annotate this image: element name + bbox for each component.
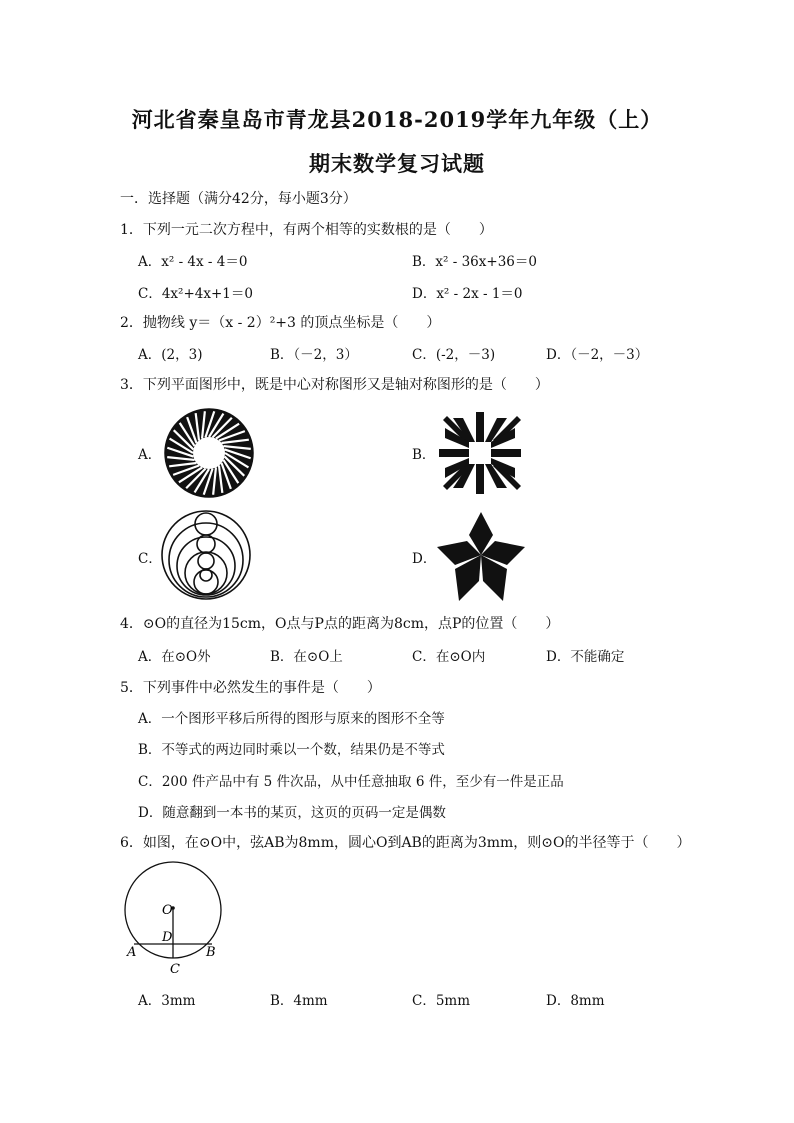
figure-c-nested-circles <box>160 509 252 601</box>
q2-option-c: C．(-2，－3) <box>412 347 496 363</box>
q5-option-a: A．一个图形平移后所得的图形与原来的图形不全等 <box>138 711 445 727</box>
q4-option-c: C．在⊙O内 <box>412 649 486 665</box>
q1-option-a: A．x² - 4x - 4＝0 <box>138 254 248 270</box>
question-5-stem: 5．下列事件中必然发生的事件是（ ） <box>120 680 381 696</box>
q6-option-a: A．3mm <box>138 993 196 1009</box>
figure-q6-circle-chord <box>118 858 230 980</box>
q1-option-b: B．x² - 36x+36＝0 <box>412 254 537 270</box>
question-3-stem: 3．下列平面图形中，既是中心对称图形又是轴对称图形的是（ ） <box>120 377 549 393</box>
q3-option-c: C． <box>138 551 162 567</box>
q5-option-c: C．200 件产品中有 5 件次品，从中任意抽取 6 件，至少有一件是正品 <box>138 774 564 790</box>
figure-d-rhombus-star <box>433 509 529 605</box>
q6-option-d: D．8mm <box>546 993 605 1009</box>
label-d: D <box>162 930 173 945</box>
q2-option-a: A．(2，3) <box>138 347 203 363</box>
page-subtitle: 期末数学复习试题 <box>309 151 485 176</box>
question-2-stem: 2．抛物线 y＝（x - 2）²+3 的顶点坐标是（ ） <box>120 315 441 331</box>
q4-option-b: B．在⊙O上 <box>270 649 343 665</box>
q4-option-a: A．在⊙O外 <box>138 649 211 665</box>
question-6-stem: 6．如图，在⊙O中，弦AB为8mm，圆心O到AB的距离为3mm，则⊙O的半径等于（ ） <box>120 835 691 851</box>
q5-option-d: D．随意翻到一本书的某页，这页的页码一定是偶数 <box>138 805 446 821</box>
figure-b-snowflake <box>437 410 523 496</box>
q1-option-d: D．x² - 2x - 1＝0 <box>412 286 523 302</box>
q3-option-d: D． <box>412 551 437 567</box>
label-b: B <box>206 945 216 960</box>
q6-option-b: B．4mm <box>270 993 328 1009</box>
label-o: O <box>162 903 173 918</box>
q1-option-c: C．4x²+4x+1＝0 <box>138 286 253 302</box>
page-title: 河北省秦皇岛市青龙县2018-2019学年九年级（上） <box>131 107 663 132</box>
question-1-stem: 1．下列一元二次方程中，有两个相等的实数根的是（ ） <box>120 222 493 238</box>
figure-a-sunburst <box>163 407 255 499</box>
label-a: A <box>127 945 137 960</box>
q4-option-d: D．不能确定 <box>546 649 625 665</box>
question-4-stem: 4．⊙O的直径为15cm，O点与P点的距离为8cm，点P的位置（ ） <box>120 616 560 632</box>
section-heading: 一．选择题（满分42分，每小题3分） <box>120 191 357 207</box>
q6-option-c: C．5mm <box>412 993 471 1009</box>
q3-option-a: A． <box>138 447 162 463</box>
q2-option-b: B．（－2，3） <box>270 347 358 363</box>
q2-option-d: D．（－2，－3） <box>546 347 649 363</box>
q3-option-b: B． <box>412 447 436 463</box>
q5-option-b: B．不等式的两边同时乘以一个数，结果仍是不等式 <box>138 742 445 758</box>
label-c: C <box>170 962 180 977</box>
